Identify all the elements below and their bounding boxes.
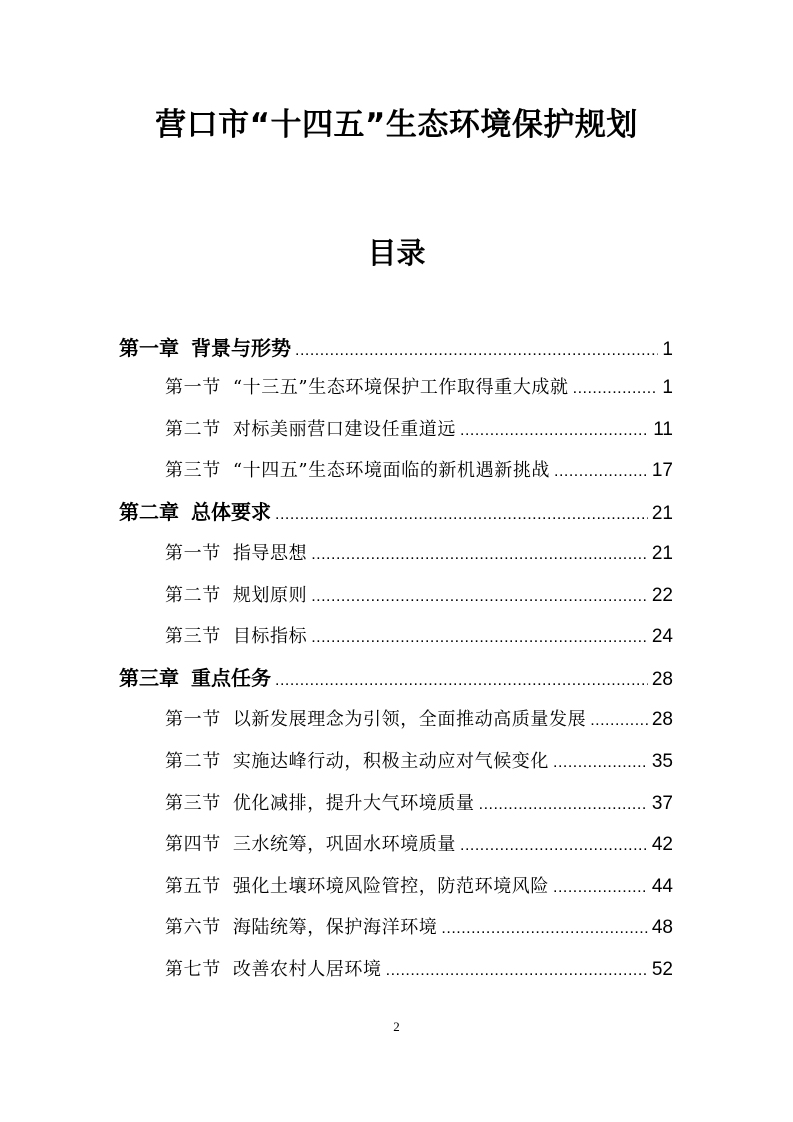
toc-entry-page: 42 xyxy=(651,834,673,855)
toc-dot-leader xyxy=(275,666,648,696)
toc-entry-title: 规划原则 xyxy=(232,585,308,606)
toc-section-3-5[interactable] xyxy=(165,872,673,902)
toc-entry-number: 第六节 xyxy=(165,917,221,938)
toc-entry-number: 第五节 xyxy=(165,876,221,897)
toc-entry-title: 海陆统筹，保护海洋环境 xyxy=(232,917,438,938)
toc-entry-page: 22 xyxy=(651,585,673,606)
page-number: 2 xyxy=(393,1019,400,1034)
toc-entry-page: 1 xyxy=(662,339,673,360)
toc-dot-leader xyxy=(590,706,648,736)
toc-entry-title: “十四五”生态环境面临的新机遇新挑战 xyxy=(232,460,551,481)
toc-entry-title: 指导思想 xyxy=(232,543,308,564)
toc-section-3-4[interactable] xyxy=(165,830,673,860)
toc-chapter-3[interactable] xyxy=(119,663,673,693)
toc-dot-leader xyxy=(553,873,648,903)
toc-entry-number: 第三节 xyxy=(165,460,221,481)
toc-chapter-2[interactable] xyxy=(119,497,673,527)
toc-entry-number: 第二节 xyxy=(165,419,221,440)
toc-section-3-6[interactable] xyxy=(165,913,673,943)
toc-dot-leader xyxy=(311,623,648,653)
toc-entry-number: 第一节 xyxy=(165,543,221,564)
toc-entry-number: 第一节 xyxy=(165,377,221,398)
toc-section-3-7[interactable] xyxy=(165,955,673,985)
toc-entry-title: 优化减排，提升大气环境质量 xyxy=(232,793,475,814)
toc-entry-page: 11 xyxy=(653,419,673,440)
toc-entry-page: 21 xyxy=(651,503,673,524)
toc-dot-leader xyxy=(554,457,648,487)
toc-entry-title: 目标指标 xyxy=(232,626,308,647)
toc-section-3-3[interactable] xyxy=(165,789,673,819)
toc-entry-title: 实施达峰行动，积极主动应对气候变化 xyxy=(232,751,550,772)
toc-entry-number: 第二节 xyxy=(165,585,221,606)
toc-entry-page: 28 xyxy=(651,709,673,730)
toc-entry-number: 第三节 xyxy=(165,793,221,814)
toc-section-1-1[interactable] xyxy=(165,373,673,403)
toc-entry-page: 17 xyxy=(651,460,673,481)
toc-entry-title: 强化土壤环境风险管控，防范环境风险 xyxy=(232,876,550,897)
toc-entry-page: 21 xyxy=(651,543,673,564)
toc-section-3-2[interactable] xyxy=(165,747,673,777)
toc-dot-leader xyxy=(311,582,648,612)
toc-entry-page: 35 xyxy=(651,751,673,772)
document-title: 营口市“十四五”生态环境保护规划 xyxy=(155,107,638,143)
toc-dot-leader xyxy=(295,336,658,366)
toc-entry-title: “十三五”生态环境保护工作取得重大成就 xyxy=(232,377,569,398)
toc-dot-leader xyxy=(441,914,647,944)
toc-section-1-2[interactable] xyxy=(165,415,673,445)
toc-section-2-1[interactable] xyxy=(165,539,673,569)
toc-section-1-3[interactable] xyxy=(165,456,673,486)
toc-dot-leader xyxy=(553,748,648,778)
toc-dot-leader xyxy=(386,956,648,986)
toc-entry-number: 第四节 xyxy=(165,834,221,855)
toc-entry-title: 以新发展理念为引领，全面推动高质量发展 xyxy=(232,709,587,730)
toc-heading: 目录 xyxy=(367,236,426,270)
toc-dot-leader xyxy=(311,540,648,570)
toc-entry-title: 改善农村人居环境 xyxy=(232,959,382,980)
toc-entry-title: 总体要求 xyxy=(191,500,271,524)
toc-entry-number: 第二章 xyxy=(119,500,179,524)
toc-section-2-3[interactable] xyxy=(165,622,673,652)
toc-entry-number: 第三章 xyxy=(119,666,179,690)
toc-entry-page: 48 xyxy=(651,917,673,938)
toc-dot-leader xyxy=(573,374,659,404)
toc-dot-leader xyxy=(460,416,649,446)
toc-entry-number: 第二节 xyxy=(165,751,221,772)
toc-entry-title: 背景与形势 xyxy=(191,336,291,360)
toc-dot-leader xyxy=(460,831,648,861)
toc-chapter-1[interactable] xyxy=(119,333,673,363)
toc-entry-number: 第七节 xyxy=(165,959,221,980)
toc-entry-title: 对标美丽营口建设任重道远 xyxy=(232,419,457,440)
toc-entry-page: 44 xyxy=(651,876,673,897)
toc-dot-leader xyxy=(275,500,648,530)
toc-entry-page: 52 xyxy=(651,959,673,980)
toc-dot-leader xyxy=(479,790,648,820)
toc-entry-page: 1 xyxy=(662,377,673,398)
toc-entry-title: 三水统筹，巩固水环境质量 xyxy=(232,834,457,855)
toc-entry-number: 第一章 xyxy=(119,336,179,360)
toc-entry-page: 24 xyxy=(651,626,673,647)
toc-entry-page: 28 xyxy=(651,669,673,690)
toc-entry-page: 37 xyxy=(651,793,673,814)
toc-section-3-1[interactable] xyxy=(165,705,673,735)
toc-section-2-2[interactable] xyxy=(165,581,673,611)
toc-entry-number: 第三节 xyxy=(165,626,221,647)
toc-entry-title: 重点任务 xyxy=(191,666,271,690)
toc-entry-number: 第一节 xyxy=(165,709,221,730)
